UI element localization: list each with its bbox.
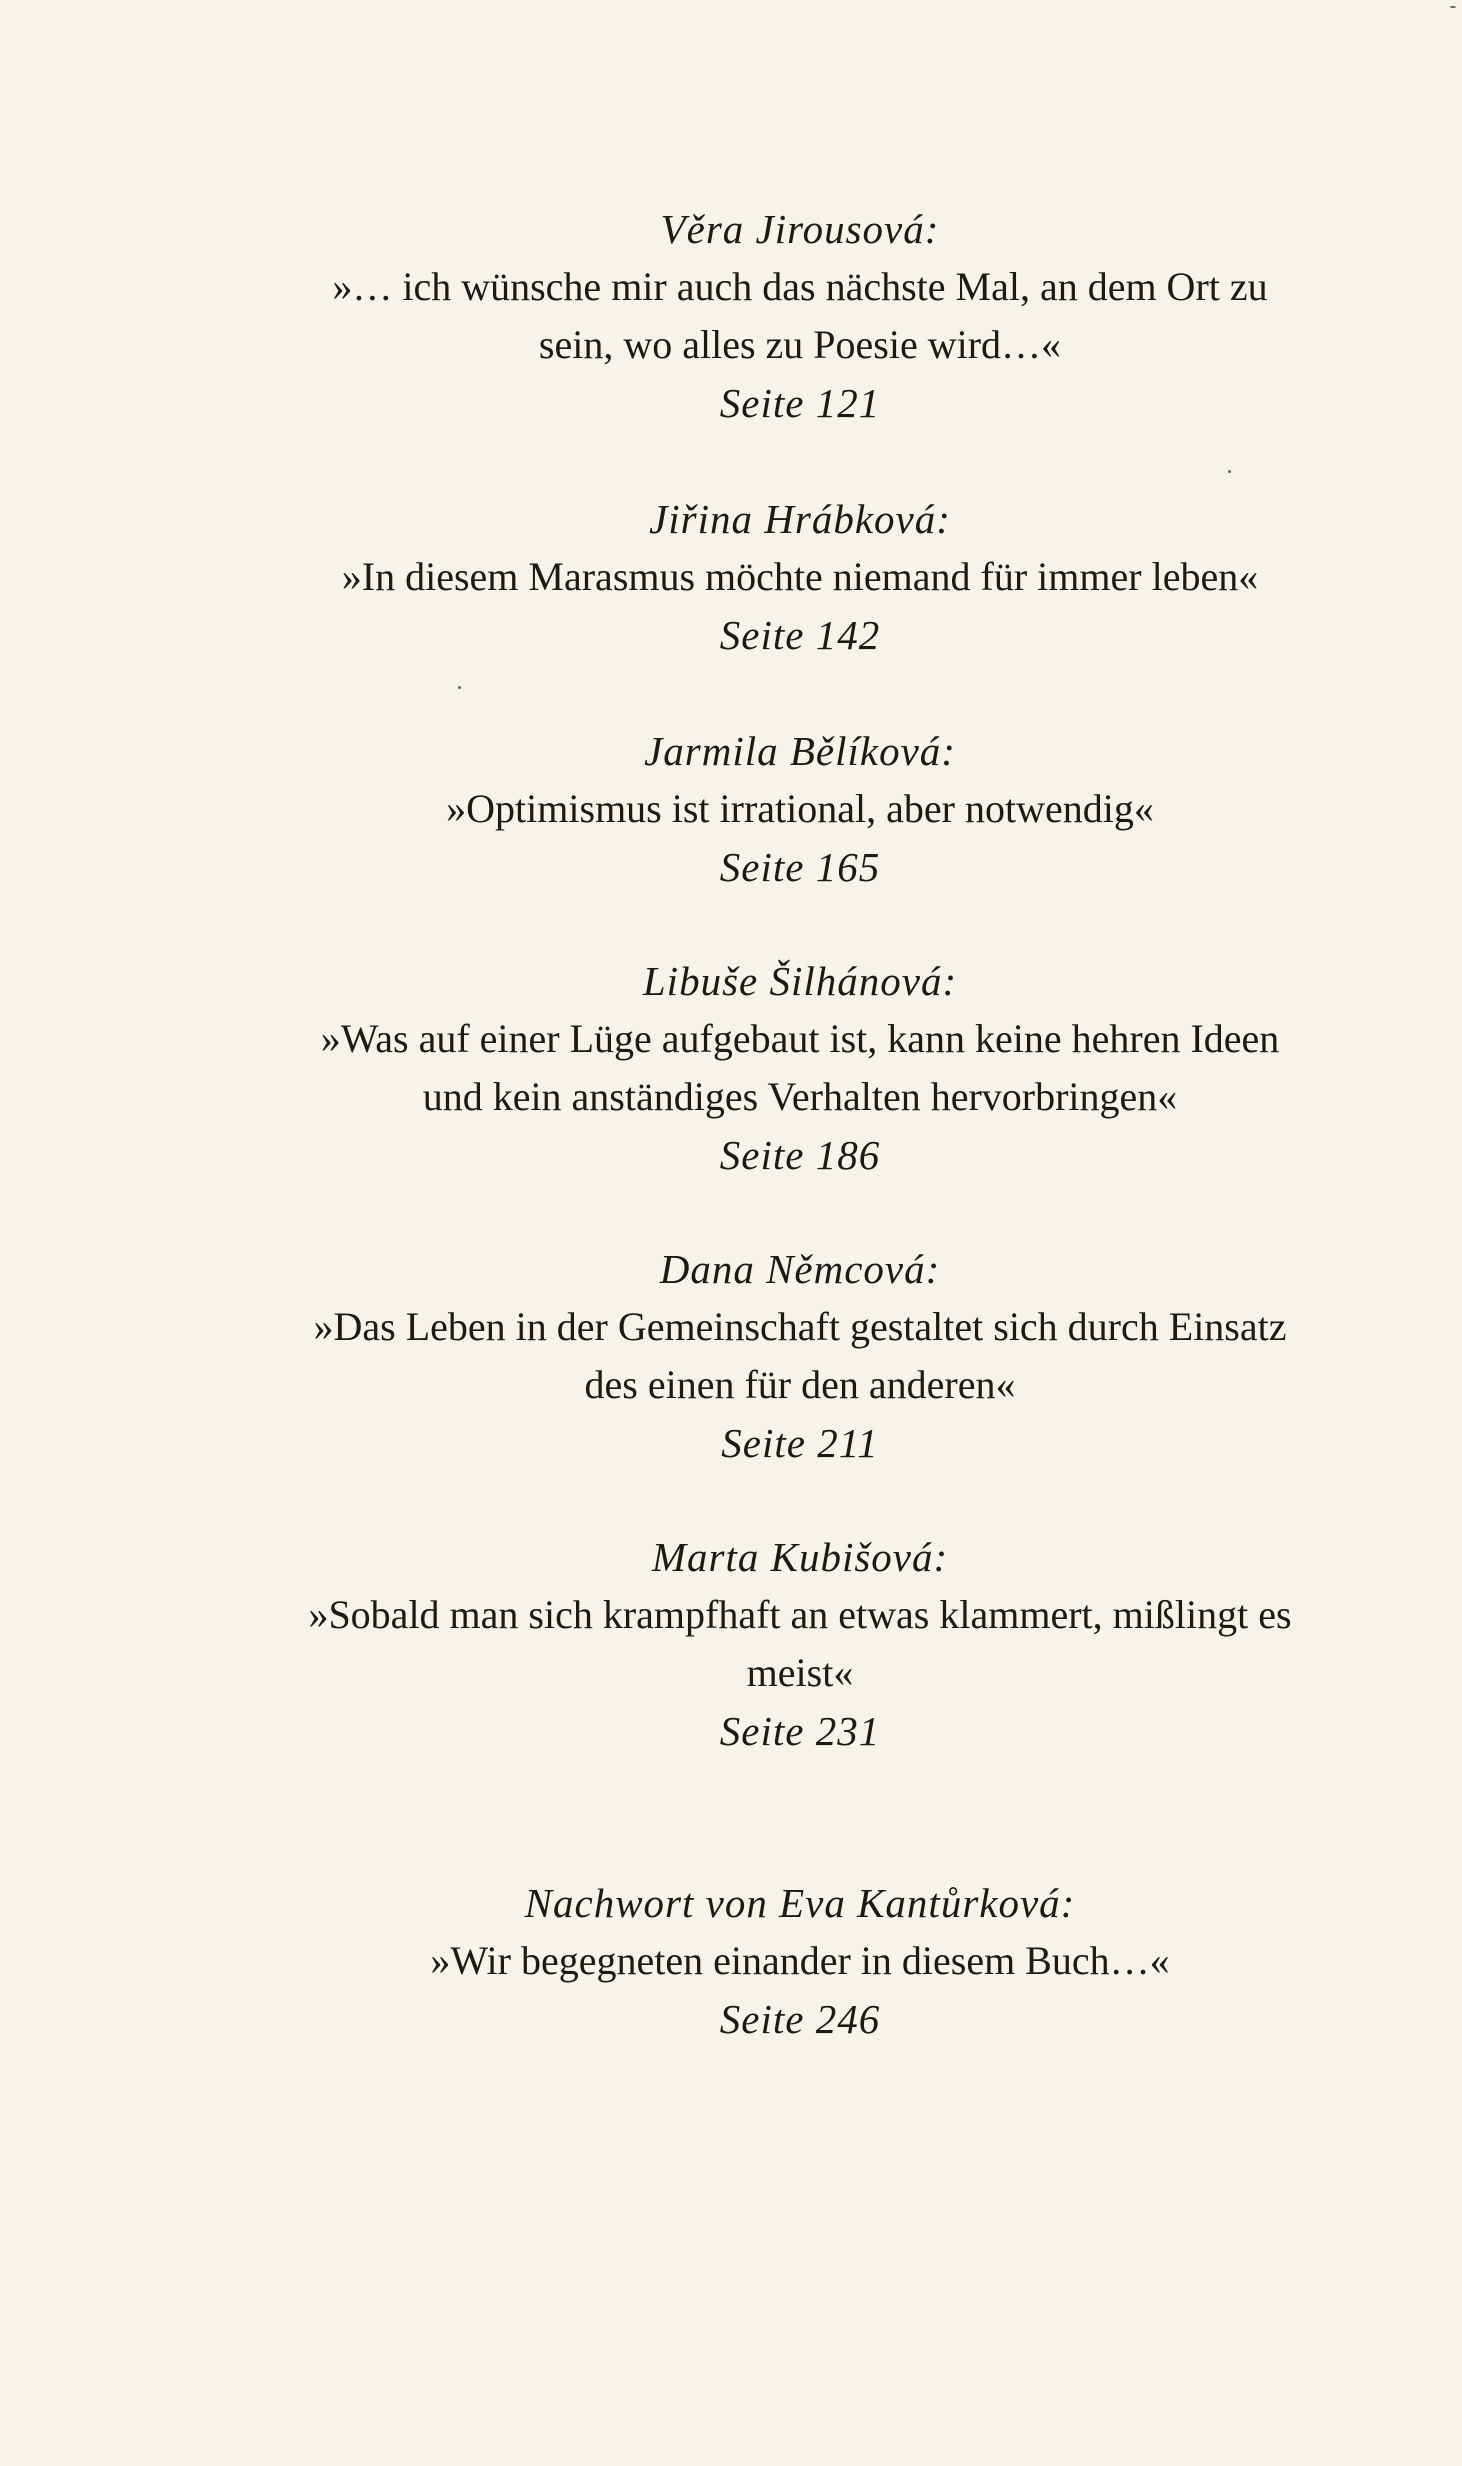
entry-quote-line: sein, wo alles zu Poesie wird…« [538,322,1062,367]
toc-entry-nemcova [210,1240,1390,1472]
entry-page-ref: Seite 246 [719,1996,881,2042]
entry-author: Věra Jirousová: [660,206,940,252]
entry-author: Marta Kubišová: [651,1534,949,1580]
entry-quote-line: »Sobald man sich krampfhaft an etwas klammert, mißlingt es [308,1592,1292,1637]
entry-author: Jiřina Hrábková: [649,496,951,542]
paper-speck [1450,6,1456,8]
entry-page-ref: Seite 142 [719,612,881,658]
toc-entry-hrabkova [210,490,1390,664]
entry-quote-line: »Was auf einer Lüge aufgebaut ist, kann keine hehren Ideen [320,1016,1280,1061]
entry-quote-line: und kein anständiges Verhalten hervorbringen« [422,1074,1178,1119]
entry-quote-line: »Optimismus ist irrational, aber notwendig« [446,786,1154,831]
entry-quote-line: »Das Leben in der Gemeinschaft gestaltet sich durch Einsatz [313,1304,1287,1349]
entry-quote-line: »… ich wünsche mir auch das nächste Mal, an dem Ort zu [332,264,1268,309]
entry-quote-line: des einen für den anderen« [584,1362,1016,1407]
toc-entry-afterword-kanturkova [210,1874,1390,2048]
paper-speck [458,686,461,689]
entry-quote-line: »Wir begegneten einander in diesem Buch…« [430,1938,1170,1983]
toc-entry-jirousova [210,200,1390,432]
entry-author: Jarmila Bělíková: [644,728,956,774]
entry-page-ref: Seite 186 [719,1132,881,1178]
entry-quote-line: meist« [746,1650,854,1695]
entry-author: Dana Němcová: [659,1246,941,1292]
entry-author: Nachwort von Eva Kantůrková: [524,1880,1076,1926]
paper-speck [1228,470,1231,473]
toc-entry-silhanova [210,952,1390,1184]
entry-page-ref: Seite 211 [721,1420,879,1466]
entry-page-ref: Seite 165 [719,844,881,890]
entry-quote-line: »In diesem Marasmus möchte niemand für immer leben« [341,554,1259,599]
entry-author: Libuše Šilhánová: [642,958,958,1004]
entry-page-ref: Seite 121 [719,380,881,426]
entry-page-ref: Seite 231 [719,1708,881,1754]
toc-entry-belikova [210,722,1390,896]
toc-entry-kubisova [210,1528,1390,1760]
